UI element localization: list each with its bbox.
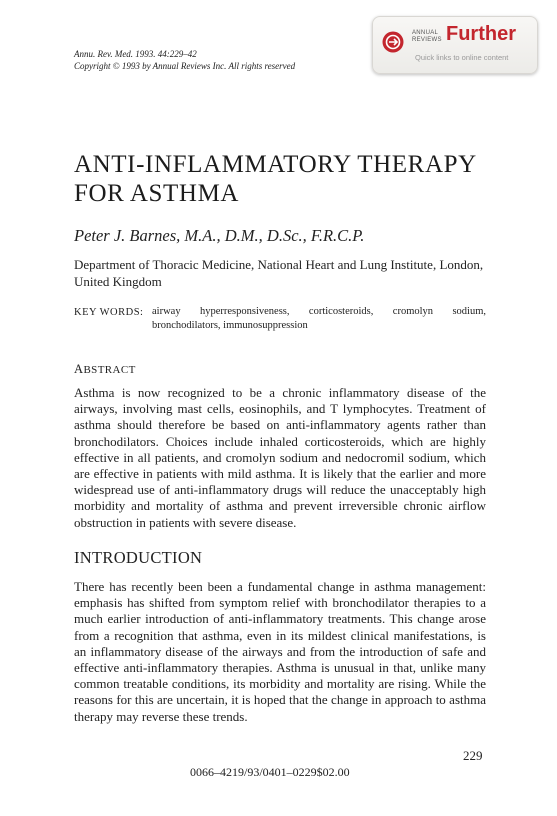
keywords-label: KEY WORDS: xyxy=(74,307,144,318)
annual-reviews-wordmark xyxy=(412,30,442,44)
further-label: Further xyxy=(446,23,516,45)
author-line: Peter J. Barnes, M.A., D.M., D.Sc., F.R.C.P. xyxy=(74,226,365,245)
abstract-heading xyxy=(74,362,136,377)
abstract-text: Asthma is now recognized to be a chronic inflammatory disease of the airways, involving mast cells, eosinophils, and T lymphocytes. Treatment of asthma should therefore be based on anti-inflammatory agents rather than bronchodilators. Choices include inhaled corticosteroids, which are highly effective in all patients, and cromolyn sodium and nedocromil sodium, which are effective in patients with mild asthma. It is likely that the earlier and more widespread use of anti-inflammatory drugs will reduce the unacceptably high morbidity and mortality of asthma and prevent irreversible chronic airflow obstruction in patients with severe disease. xyxy=(74,385,486,530)
article-code: 0066–4219/93/0401–0229$02.00 xyxy=(190,765,350,779)
introduction-heading: INTRODUCTION xyxy=(74,548,203,567)
keywords-list: airway hyperresponsiveness, corticosteroids, cromolyn sodium, bronchodilators, immunosuppression xyxy=(152,306,486,331)
wordmark-reviews: REVIEWS xyxy=(412,37,442,43)
article-title: ANTI-INFLAMMATORY THERAPY FOR ASTHMA xyxy=(74,151,476,207)
abstract-heading-initial: A xyxy=(74,362,84,376)
abstract-heading-rest: BSTRACT xyxy=(83,364,136,376)
introduction-text: There has recently been been a fundamental change in asthma management: emphasis has shifted from symptom relief with bronchodilator therapies to a much earlier introduction of anti-inflammatory treatments. This change arose from a recognition that asthma, even in its mildest clinical manifestations, is an inflammatory disease of the airways and from the introduction of safe and effective anti-inflammatory therapies. Asthma is unusual in that, unlike many common treatable conditions, its morbidity and mortality are rising. While the reasons for this are uncertain, it is hoped that the change in approach to asthma therapy may reverse these trends. xyxy=(74,579,486,724)
journal-citation xyxy=(74,48,295,72)
further-quick-links-badge[interactable] xyxy=(372,16,538,74)
page-number: 229 xyxy=(463,748,483,763)
citation-line-copyright: Copyright © 1993 by Annual Reviews Inc. All rights reserved xyxy=(74,61,296,71)
annual-reviews-logo-icon xyxy=(382,31,404,53)
further-subtitle: Quick links to online content xyxy=(415,53,509,62)
citation-line-journal: Annu. Rev. Med. 1993. 44:229–42 xyxy=(74,49,197,59)
wordmark-annual: ANNUAL xyxy=(412,30,439,36)
author-affiliation: Department of Thoracic Medicine, National Heart and Lung Institute, London, United Kingdom xyxy=(74,257,484,289)
